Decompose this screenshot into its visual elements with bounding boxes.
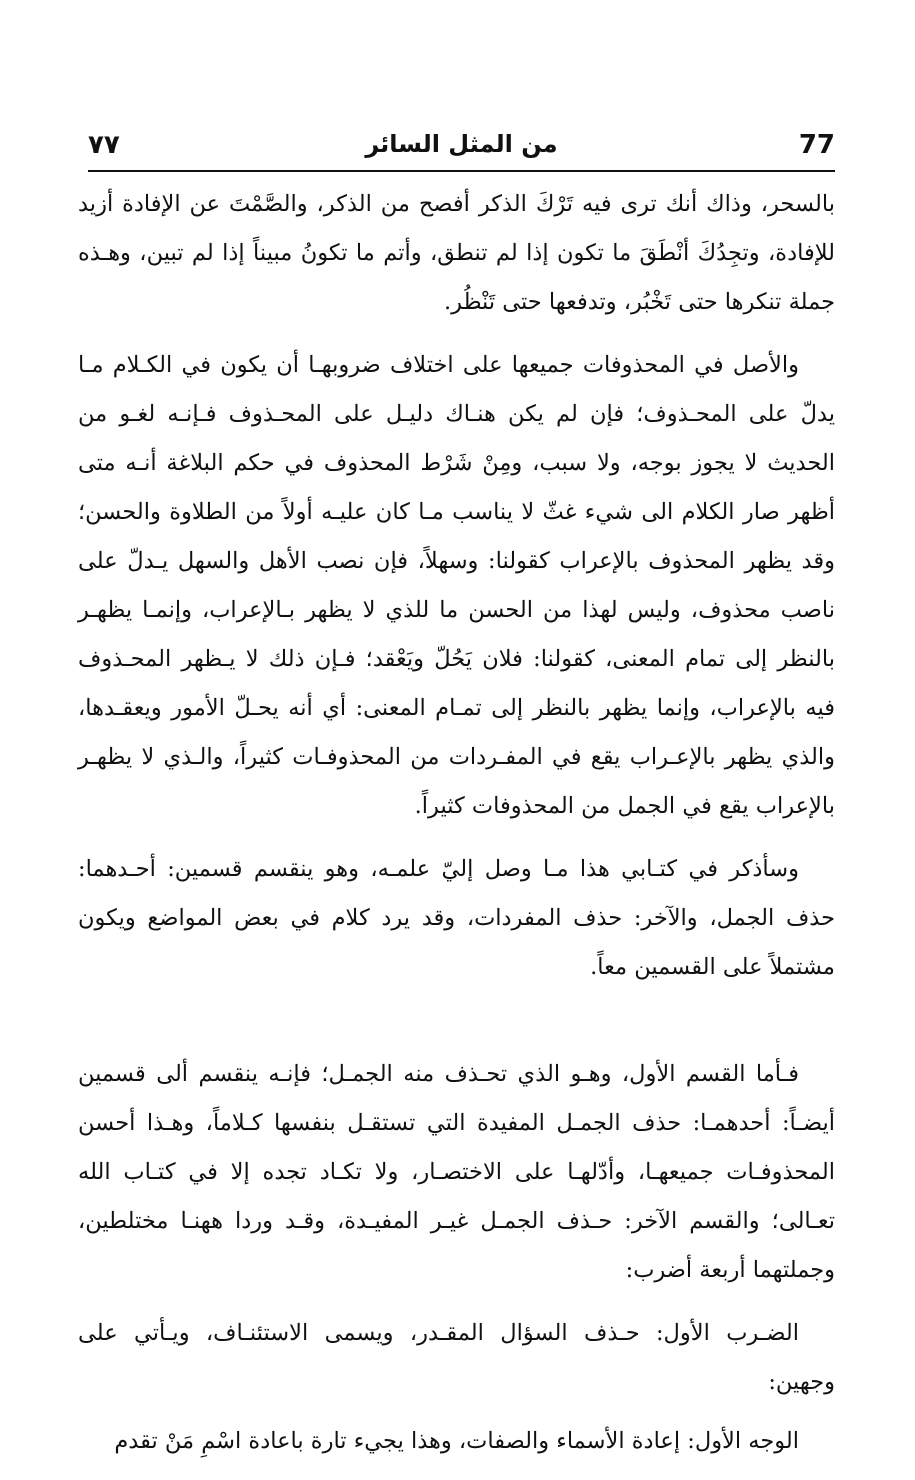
paragraph-division: وسأذكر في كتـابي هذا مـا وصل إليّ علمـه، وهو ينقسم قسمين: أحـدهما: حذف الجمل، والآخر: حذف المفردات، وقد يرد كلام في بعض المواضع ويكون مشتملاً على القسمين معاً. (78, 856, 835, 980)
header-divider (88, 170, 835, 172)
paragraph-first-aspect: الوجه الأول: إعادة الأسماء والصفات، وهذا يجيء تارة باعادة اسْمِ مَنْ تقدم (114, 1428, 799, 1454)
paragraph-first-section: فـأما القسم الأول، وهـو الذي تحـذف منه الجمـل؛ فإنـه ينقسم ألى قسمين أيضـاً: أحدهمـا: حذف الجمـل المفيدة التي تستقـل بنفسها كـلاماً، وهـذا أحسن المحذوفـات جميعهـا، وأدّلهـا على الاختصـار، ولا تكـاد تجده إلا في كتـاب الله تعـالى؛ والقسم الآخر: حـذف الجمـل غيـر المفيـدة، وقـد وردا ههنـا مختلطين، وجملتهما أربعة أضرب: (78, 1061, 835, 1283)
page-number-latin: 77 (798, 130, 835, 160)
page-number-arabic: ٧٧ (88, 130, 120, 160)
paragraph-intro: بالسحر، وذاك أنك ترى فيه تَرْكَ الذكر أفصح من الذكر، والصَّمْتَ عن الإفادة أزيد للإفادة، وتجِدُكَ أنْطَقَ ما تكون إذا لم تنطق، وأتم ما تكونُ مبيناً إذا لم تبين، وهـذه جملة تنكرها حتى تَخْبُر، وتدفعها حتى تَنْظُر. (78, 191, 835, 315)
paragraph-principle: والأصل في المحذوفات جميعها على اختلاف ضروبهـا أن يكون في الكـلام مـا يدلّ على المحـذوف؛ فإن لم يكن هنـاك دليـل على المحـذوف فـإنـه لغـو من الحديث لا يجوز بوجه، ولا سبب، ومِنْ شَرْط المحذوف في حكم البلاغة أنـه متى أظهر صار الكلام الى شيء غثّ لا يناسب مـا كان عليـه أولاً من الطلاوة والحسن؛ وقد يظهر المحذوف بالإعراب كقولنا: وسهلاً، فإن نصب الأهل والسهل يـدلّ على ناصب محذوف، وليس لهذا من الحسن ما للذي لا يظهر بـالإعراب، وإنمـا يظهـر بالنظر إلى تمام المعنى، كقولنا: فلان يَحُلّ ويَعْقد؛ فـإن ذلك لا يـظهر المحـذوف فيه بالإعراب، وإنما يظهر بالنظر إلى تمـام المعنى: أي أنه يحـلّ الأمور ويعقـدها، والذي يظهر بالإعـراب يقع في المفـردات من المحذوفـات كثيراً، والـذي لا يظهـر بالإعراب يقع في الجمل من المحذوفات كثيراً. (78, 352, 835, 819)
running-title: من المثل السائر (365, 130, 558, 158)
paragraph-first-type: الضـرب الأول: حـذف السؤال المقـدر، ويسمى الاستئنـاف، ويـأتي على وجهين: (78, 1320, 835, 1395)
body-text (78, 180, 835, 1480)
page-header (88, 128, 835, 168)
